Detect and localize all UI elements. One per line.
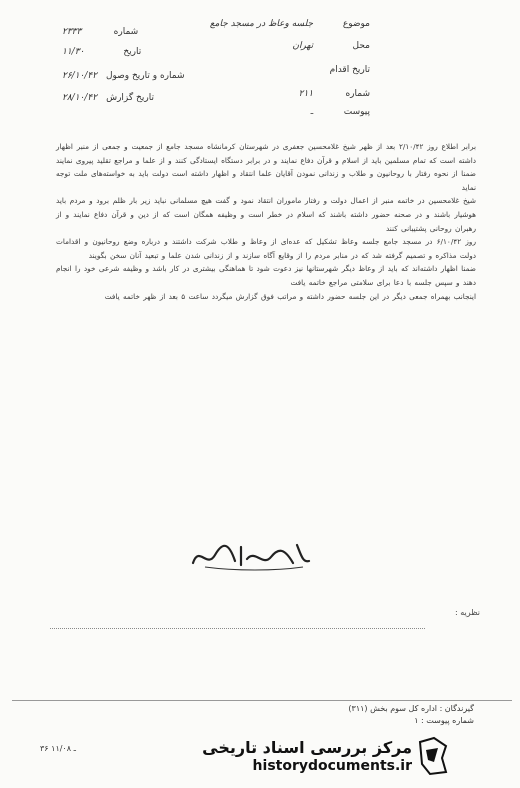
header-field-place: محل تهران (292, 41, 370, 51)
footer-recipients: گیرندگان : اداره کل سوم بخش (۳۱۱) (348, 704, 474, 713)
watermark (180, 736, 510, 780)
body-paragraph: ضمنا اظهار داشته‌اند که باید از وعاظ دیگر شهرستانها نیز دعوت شود تا هماهنگی بیشتری در کار باشد و وظیفه شرعی خود را انجام دهند و سپس جلسه با دعا برای سلامتی مراجع خاتمه یافت (56, 264, 476, 287)
header-field-action-date: تاریخ اقدام (329, 65, 370, 75)
body-paragraph: روز ۶/۱۰/۴۲ در مسجد جامع جلسه وعاظ تشکیل که عده‌ای از وعاظ و طلاب شرکت داشتند و درباره وضع روحانیون و اقدامات دولت مذاکره و تصمیم گرفته شد که در منابر مردم را از وقایع آگاه سازند و از زندانی شدن علما و تبعید آنان سخن بگویند (56, 237, 476, 260)
footer-divider (12, 700, 512, 701)
header-left-date: تاریخ ۱۱/۳۰ (62, 47, 142, 57)
footer-attachment: شماره پیوست : ۱ (414, 716, 474, 725)
body-paragraph: برابر اطلاع روز ۲/۱۰/۴۲ بعد از ظهر شیخ غلامحسین جعفری در شهرستان کرمانشاه مسجد جامع از جمعیت و جمعی از منبر اظهار داشته است که تمام مسلمین باید از اسلام و قرآن دفاع نمایند و در برابر دستگاه ایستادگی کنند و از علما و مراجع تقلید پیروی نمایند ضمنا از نحوه رفتار با روحانیون و طلاب و زندانی نمودن آقایان علما انتقاد و اظهار داشته است دولت باید به خواسته‌های ملت توجه نماید (56, 142, 476, 192)
header-left-received: شماره و تاریخ وصول ۲۶/۱۰/۴۲ (62, 71, 185, 81)
watermark-title: مرکز بررسی اسناد تاریخی (202, 738, 412, 757)
header-left-report-date: تاریخ گزارش ۲۸/۱۰/۴۲ (62, 93, 154, 103)
header-field-number: شماره ۲۱۱ (298, 89, 370, 99)
header-field-subject: موضوع جلسه وعاظ در مسجد جامع (209, 19, 370, 29)
body-paragraph: شیخ غلامحسین در خاتمه منبر از اعمال دولت و رفتار ماموران انتقاد نمود و گفت هیچ مسلمانی نباید زیر بار ظلم برود و مردم باید هوشیار باشند و در صحنه حضور داشته باشند که اسلام در خطر است و وظیفه همگان است که از دین و قرآن دفاع نمایند و از رهبران روحانی پشتیبانی کنند (56, 196, 476, 233)
header-field-attachment: پیوست ـ (310, 107, 370, 117)
notes-dotted-line (50, 628, 425, 629)
body-closing: اینجانب بهمراه جمعی دیگر در این جلسه حضور داشته و مراتب فوق گزارش میگردد ساعت ۵ بعد از ظهر خاتمه یافت (104, 291, 476, 301)
footer-code: ۳۶ ـ ۱۱/۰۸ (40, 744, 76, 753)
handwritten-signature (185, 535, 315, 575)
watermark-url: historydocuments.ir (252, 758, 412, 774)
notes-label: نظریه : (455, 608, 480, 617)
header-left-number: شماره ۲۳۳۳ (62, 27, 139, 37)
archive-logo-icon (416, 736, 450, 776)
report-body (56, 140, 476, 303)
